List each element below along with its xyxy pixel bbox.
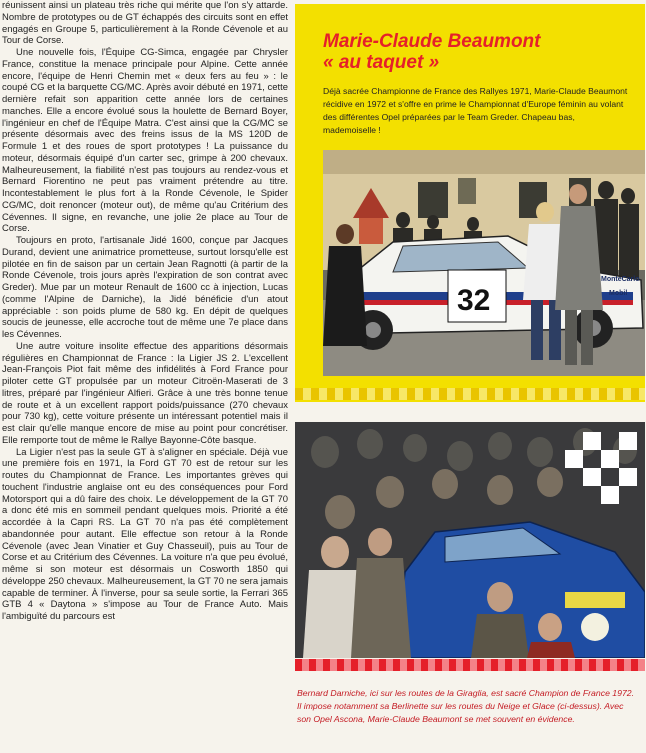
sidebar-title-line: Marie-Claude Beaumont <box>323 31 541 52</box>
sidebar-title <box>323 31 643 73</box>
checkered-divider <box>295 659 645 671</box>
article-column <box>2 0 288 753</box>
sidebar-text: Déjà sacrée Championne de France des Rallyes 1971, Marie-Claude Beaumont récidive en 1972 et s'offre en prime le Championnat d'Europe féminin au volant des différentes Opel préparées par le Team Greder. Chapeau bas, mademoiselle ! <box>323 86 628 136</box>
sidebar-title-line: « au taquet » <box>323 52 440 73</box>
rally-car-photo <box>323 150 645 376</box>
checkered-divider <box>295 388 645 400</box>
article-paragraph: Une autre voiture insolite effectue des apparitions désormais régulières en Championnat de France : la Ligier JS 2. L'excellent Jean-François Piot fait même des infidélités à Ford France pour piloter cette GT propulsée par un moteur Citroën-Maserati de 3 litres, préparé par l'ingénieur Alfieri. Grâce à une très bonne tenue de route et à un excellent rapport poids/puissance (270 chevaux pour 730 kg), cette voiture présente un intéressant potentiel mais il est clair qu'elle manque encore de mise au point pour concrétiser. Elle remporte tout de même le Rallye Bayonne-Côte basque. <box>2 340 288 446</box>
sponsor-sticker: Mobil <box>609 290 628 297</box>
article-paragraph: La Ligier n'est pas la seule GT à s'aligner en spéciale. Déjà vue une première fois en 1971, la Ford GT 70 est de retour sur les routes du Championnat de France. Les importantes grèves qui touchent l'industrie anglaise ont eu des conséquences pour Ford Motorsport qui a dû faire des choix. Le développement de la GT 70 a donc été mis en sommeil pendant quelques mois. Priorité a été accordée à la Capri RS. La GT 70 n'a pas été complètement abandonnée pour autant. Elle effectue son retour à la Ronde Cévenole (avec Jean Vinatier et Guy Chasseuil), puis au Tour de Corse et au Critérium des Cévennes. La voiture n'a que peu évolué, même si son moteur est désormais un Cosworth 1850 qui développe 250 chevaux. Malheureusement, la GT 70 ne sera jamais capable de terminer. À l'inverse, pour sa seule sortie, la Ferrari 365 GTB 4 « Daytona » s'impose au Tour de France Auto. Mais l'ambiguïté du parcours est <box>2 446 288 622</box>
article-paragraph: Toujours en proto, l'artisanale Jidé 1600, conçue par Jacques Durand, devient une animatrice prometteuse, surtout lorsqu'elle est pilotée en fin de saison par un certain Jean Ragnotti (à partir de la Ronde Cévenole, trois jours après l'expiration de son contrat avec Greder). Mue par un moteur Renault de 1600 cc à injection, Lucas (comme l'Alpine de Darniche), la Jidé bénéficie d'un atout appréciable : son poids plume de 580 kg. En dépit de quelques soucis de jeunesse, elle accroche tout de même une 7e place dans les Cévennes. <box>2 235 288 340</box>
photo-caption: Bernard Darniche, ici sur les routes de la Giraglia, est sacré Champion de France 1972. Il impose notamment sa Berlinette sur les routes du Neige et Glace (ci-dessus). Avec son Opel Ascona, Marie-Claude Beaumont se met souvent en évidence. <box>297 688 635 725</box>
car-number: 32 <box>457 284 491 317</box>
article-paragraph: réunissent ainsi un plateau très riche qui mérite que l'on s'y attarde. Nombre de prototypes ou de GT échappés des circuits sont en effet engagés en Groupe 5, particulièrement à la Ronde Cévenole et au Tour de Corse. <box>2 0 288 47</box>
sponsor-sticker: MonteCarlo <box>601 276 640 283</box>
rally-photo-illustration <box>323 150 645 376</box>
crowd-photo <box>295 422 645 658</box>
article-paragraph: Une nouvelle fois, l'Équipe CG-Simca, engagée par Chrysler France, constitue la menace principale pour Alpine. Cette année encore, l'équipe de Henri Chemin met « deux fers au feu » : le coupé CG et la barquette CG/MC. Après avoir débuté en 1971, cette dernière refait son apparition cette année lors de certaines manches. Elle a encore évolué sous la houlette de Bernard Boyer, l'ingénieur en chef de l'Équipe Matra. C'est ainsi que la CG/MC se présente désormais avec des freins issus de la MS 120D de Formule 1 et des roues de sport prototypes ! La puissance du moteur, désormais équipé d'un carter sec, grimpe à 200 chevaux. Malheureusement, la fiabilité n'est pas toujours au rendez-vous et Bernard Fiorentino ne peut pas vraiment prétendre au titre. Incontestablement le plus fort à la Ronde Cévenole, le Spider CG/MC, doit renoncer (moteur out), de même qu'au Critérium des Cévennes. Il signe, en revanche, une jolie 2e place au Tour de Corse. <box>2 47 288 235</box>
crowd-photo-illustration <box>295 422 645 658</box>
